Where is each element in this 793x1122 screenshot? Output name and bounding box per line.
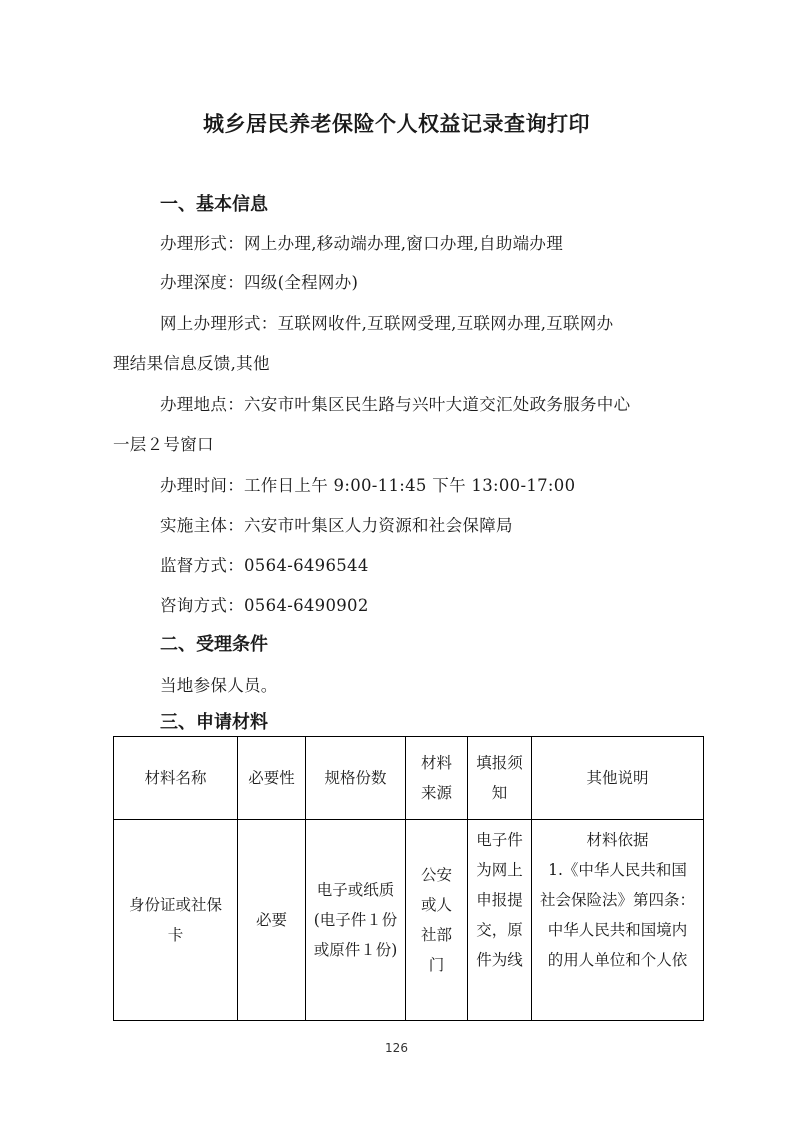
section-heading-basic-info: 一、基本信息 (160, 194, 268, 215)
header-notes-line: 填报须 (476, 754, 523, 772)
cell-line: 社会保险法》第四条： (539, 891, 695, 909)
table-row (114, 820, 704, 1021)
header-material-name: 材料名称 (114, 737, 238, 820)
handling-depth: 办理深度：四级(全程网办) (160, 273, 359, 292)
cell-necessity: 必要 (238, 820, 306, 1021)
cell-line: 电子件 (476, 831, 523, 849)
header-necessity: 必要性 (238, 737, 306, 820)
header-source-line: 材料 (420, 754, 452, 772)
materials-table (113, 736, 704, 1021)
table-header-row (114, 737, 704, 820)
page-title: 城乡居民养老保险个人权益记录查询打印 (203, 112, 590, 136)
supervision-phone: 监督方式：0564-6496544 (160, 556, 369, 575)
cell-line: 电子或纸质 (316, 881, 395, 899)
page-number: 126 (385, 1041, 408, 1055)
cell-line: 申报提 (476, 891, 523, 909)
cell-line: 为网上 (476, 861, 523, 879)
online-handling-form: 网上办理形式：互联网收件,互联网受理,互联网办理,互联网办 (160, 314, 614, 333)
cell-line: 或原件１份) (313, 941, 398, 959)
cell-line: 社部 (420, 926, 452, 944)
implementing-body: 实施主体：六安市叶集区人力资源和社会保障局 (160, 516, 513, 535)
online-handling-form-cont: 理结果信息反馈,其他 (113, 354, 270, 373)
handling-time: 办理时间：工作日上午 9:00-11:45 下午 13:00-17:00 (160, 476, 576, 495)
cell-line: 材料依据 (586, 831, 649, 849)
cell-line: 或人 (420, 896, 452, 914)
cell-spec (306, 820, 406, 1021)
cell-material-name (114, 820, 238, 1021)
cell-line: 门 (428, 956, 445, 974)
section-heading-materials: 三、申请材料 (160, 712, 268, 733)
cell-line: 的用人单位和个人依 (547, 951, 688, 969)
cell-line: 件为线 (476, 951, 523, 969)
header-spec: 规格份数 (306, 737, 406, 820)
cell-line: 中华人民共和国境内 (547, 921, 688, 939)
cell-line: 交，原 (476, 921, 523, 939)
cell-notes (468, 820, 532, 1021)
header-source (406, 737, 468, 820)
cell-line: 公安 (420, 866, 452, 884)
header-other: 其他说明 (532, 737, 704, 820)
cell-source (406, 820, 468, 1021)
cell-line: 1.《中华人民共和国 (548, 861, 687, 879)
handling-location-cont: 一层２号窗口 (113, 435, 214, 454)
section-heading-conditions: 二、受理条件 (160, 634, 268, 655)
handling-location: 办理地点：六安市叶集区民生路与兴叶大道交汇处政务服务中心 (160, 395, 631, 414)
cell-line: 身份证或社保 (128, 896, 222, 914)
handling-form: 办理形式：网上办理,移动端办理,窗口办理,自助端办理 (160, 234, 564, 253)
cell-other (532, 820, 704, 1021)
header-source-line: 来源 (420, 784, 452, 802)
conditions-text: 当地参保人员。 (160, 676, 278, 695)
cell-line: 卡 (167, 926, 184, 944)
consultation-phone: 咨询方式：0564-6490902 (160, 596, 369, 615)
cell-line: (电子件１份 (313, 911, 398, 929)
header-notes-line: 知 (491, 784, 508, 802)
header-notes (468, 737, 532, 820)
